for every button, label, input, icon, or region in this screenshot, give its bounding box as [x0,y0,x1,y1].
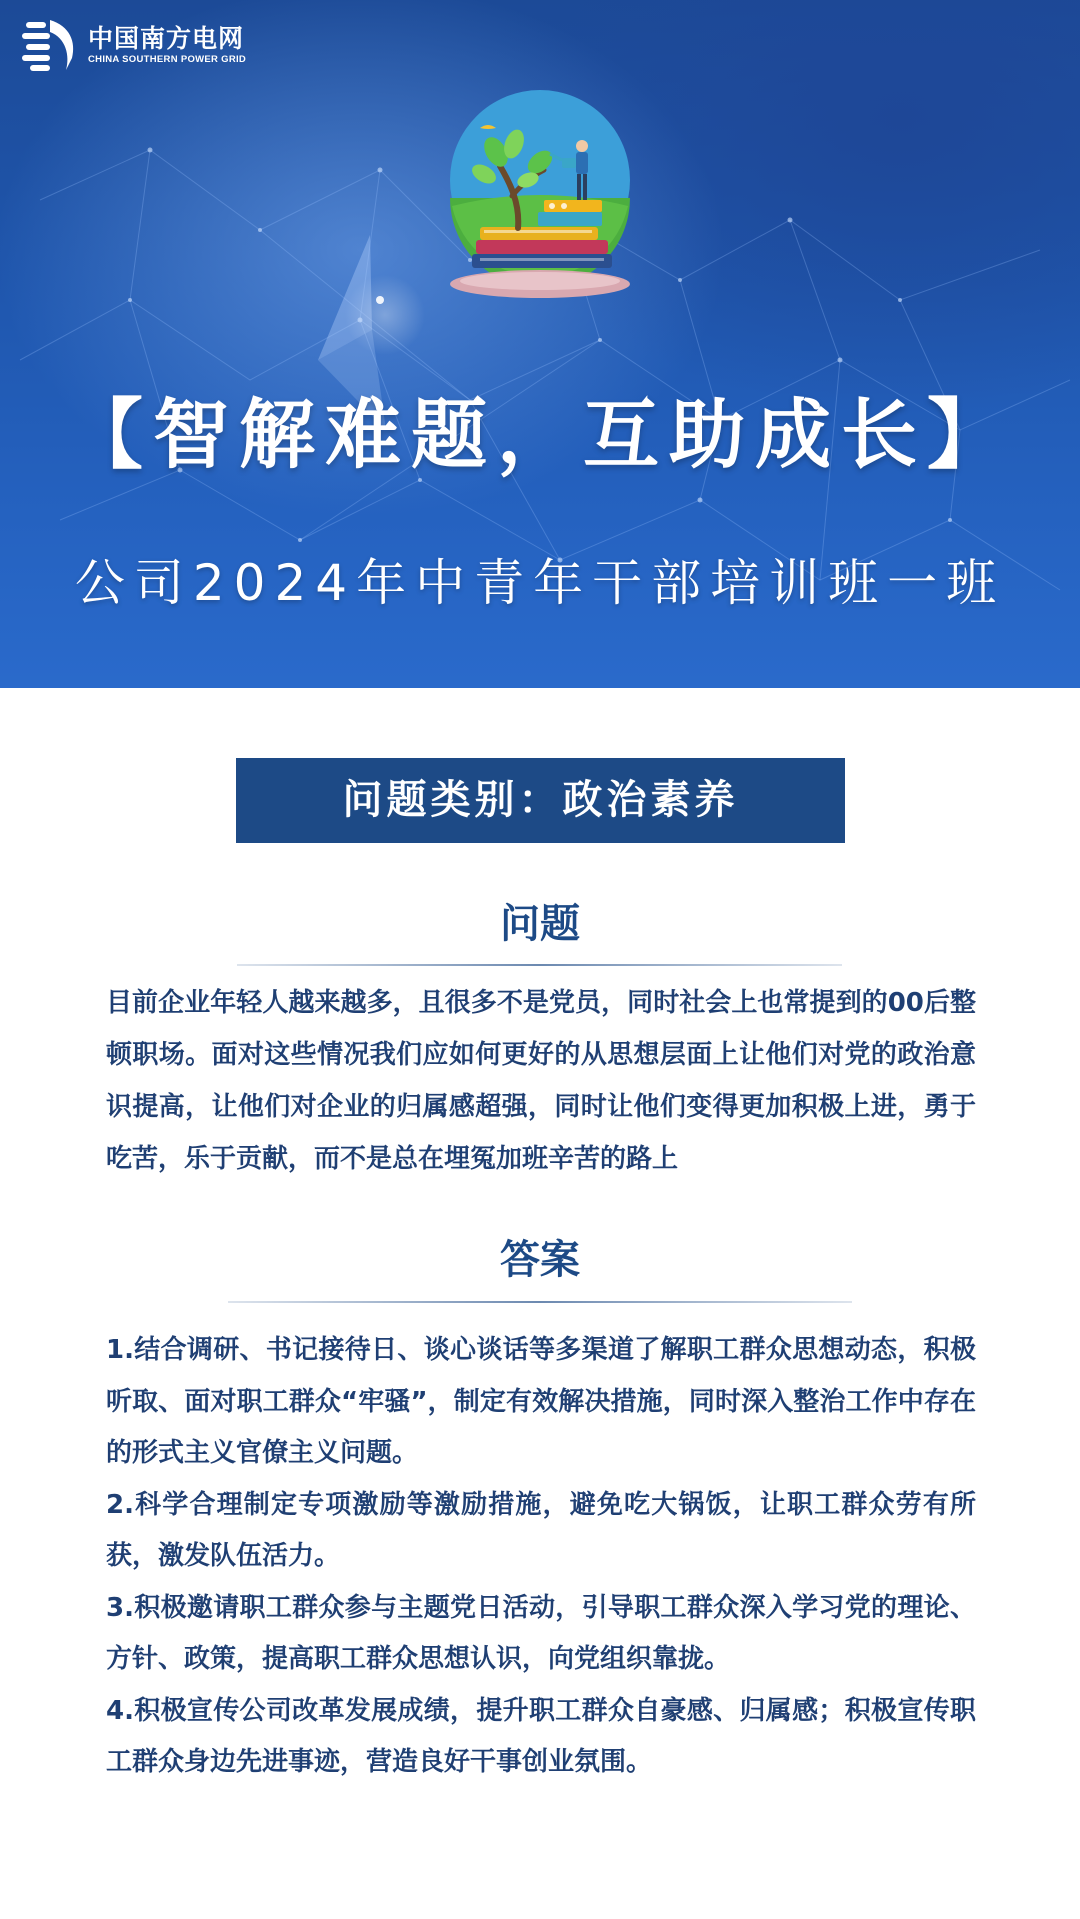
category-banner: 问题类别：政治素养 [236,758,845,843]
logo-name-cn: 中国南方电网 [88,24,245,53]
main-title: 【智解难题，互助成长】 [67,390,1013,479]
header-banner [0,0,1080,688]
sub-title: 公司2024年中青年干部培训班一班 [74,554,1006,612]
question-heading: 问题 [500,901,580,947]
question-divider [237,964,842,966]
logo-text [88,24,246,66]
answer-item: 3.积极邀请职工群众参与主题党日活动，引导职工群众深入学习党的理论、方针、政策，提高职工群众思想认识，向党组织靠拢。 [106,1592,976,1674]
question-text: 目前企业年轻人越来越多，且很多不是党员，同时社会上也常提到的00后整顿职场。面对这些情况我们应如何更好的从思想层面上让他们对党的政治意识提高，让他们对企业的归属感超强，同时让他们变得更加积极上进，勇于吃苦，乐于贡献，而不是总在埋冤加班辛苦的路上 [106,988,976,1174]
answer-item: 2.科学合理制定专项激励等激励措施，避免吃大锅饭，让职工群众劳有所获，激发队伍活力。 [106,1489,976,1571]
csg-logo-icon [22,18,78,72]
answer-item: 4.积极宣传公司改革发展成绩，提升职工群众自豪感、归属感；积极宣传职工群众身边先进事迹，营造良好干事创业氛围。 [106,1695,976,1777]
logo-name-en: CHINA SOUTHERN POWER GRID [88,54,247,65]
company-logo [22,18,246,72]
answer-item: 1.结合调研、书记接待日、谈心谈话等多渠道了解职工群众思想动态，积极听取、面对职工群众“牢骚”，制定有效解决措施，同时深入整治工作中存在的形式主义官僚主义问题。 [106,1335,976,1468]
answer-list [106,1325,976,1789]
answer-heading: 答案 [500,1237,580,1283]
tree-and-books-illustration [440,88,640,303]
answer-divider [228,1301,852,1303]
